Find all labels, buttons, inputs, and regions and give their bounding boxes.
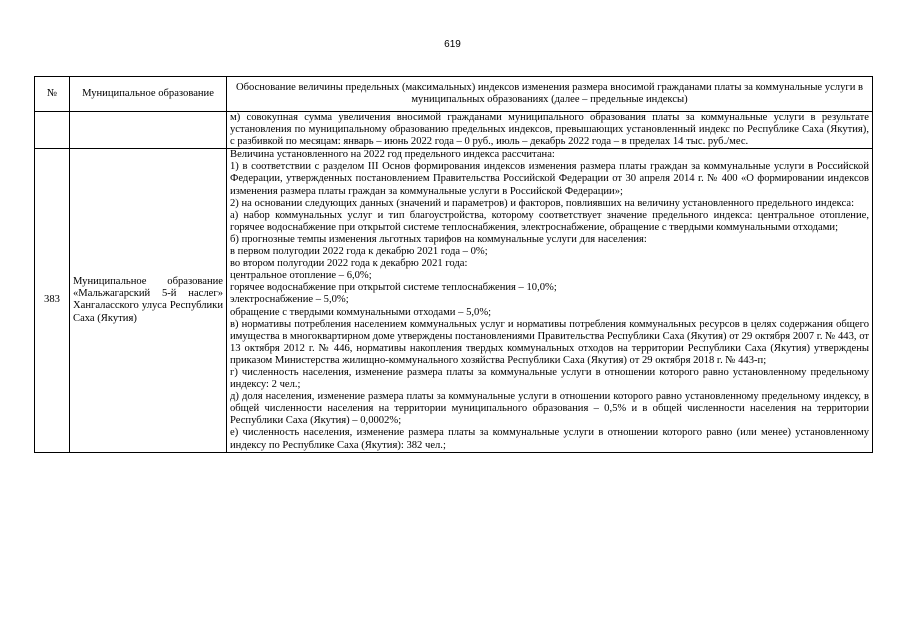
indices-table <box>34 76 873 453</box>
table-row-continuation <box>35 112 873 149</box>
paragraph: Величина установленного на 2022 год предельного индекса рассчитана: <box>230 149 555 161</box>
paragraph: горячее водоснабжение при открытой системе теплоснабжения – 10,0%; <box>230 282 557 294</box>
justification-cell <box>227 149 873 452</box>
paragraph: г) численность населения, изменение размера платы за коммунальные услуги в отношении которого равно установленному предельному индексу: 2 чел.; <box>230 366 869 391</box>
page-number: 619 <box>444 39 461 50</box>
header-municipality: Муниципальное образование <box>70 77 227 112</box>
continuation-number-cell <box>35 112 70 149</box>
table-row-383 <box>35 149 873 452</box>
paragraph: 2) на основании следующих данных (значений и параметров) и факторов, повлиявших на величину установленного предельного индекса: <box>230 197 855 209</box>
continuation-text: м) совокупная сумма увеличения вносимой гражданами муниципального образования платы за коммунальные услуги в результате установления по муниципальному образованию предельных индексов, превышающих установленный индекс по Республике Саха (Якутия), с разбивкой по месяцам: январь – июнь 2022 года – 0 руб., июль – декабрь 2022 года – в пределах 14 тыс. руб./мес. <box>227 112 873 149</box>
table-header-row <box>35 77 873 112</box>
paragraph: электроснабжение – 5,0%; <box>230 294 349 306</box>
paragraph: в) нормативы потребления населением коммунальных услуг и нормативы потребления коммунальных ресурсов в целях содержания общего имущества в многоквартирном доме утверждены постановлениями Правительства Республики Саха (Якутия) от 29 октября 2007 г. № 443, от 13 октября 2012 г. № 446, нормативы накопления твердых коммунальных отходов на территории Республики Саха (Якутия) утверждены приказом Министерства жилищно-коммунального хозяйства Республики Саха (Якутия) от 29 октября 2018 г. № 443-п; <box>230 318 869 366</box>
paragraph: 1) в соответствии с разделом III Основ формирования индексов изменения размера платы граждан за коммунальные услуги в Российской Федерации, утвержденных постановлением Правительства Российской Федерации от 30 апреля 2014 г. № 400 «О формировании индексов изменения размера платы граждан за коммунальные услуги в Российской Федерации»; <box>230 161 869 197</box>
municipality-name: Муниципальное образование «Мальжагарский 5-й наслег» Хангаласского улуса Республики Саха (Якутия) <box>70 149 227 452</box>
paragraph: обращение с твердыми коммунальными отходами – 5,0%; <box>230 306 492 318</box>
row-number: 383 <box>35 149 70 452</box>
paragraph: а) набор коммунальных услуг и тип благоустройства, которому соответствует значение предельного индекса: центральное отопление, горячее водоснабжение при открытой системе теплоснабжения, электроснабжение, обращение с твердыми коммунальными отходами; <box>230 209 869 233</box>
paragraph: б) прогнозные темпы изменения льготных тарифов на коммунальные услуги для населения: <box>230 233 647 245</box>
paragraph: в первом полугодии 2022 года к декабрю 2021 года – 0%; <box>230 246 488 258</box>
header-justification: Обоснование величины предельных (максимальных) индексов изменения размера вносимой гражданами платы за коммунальные услуги в муниципальных образованиях (далее – предельные индексы) <box>227 77 873 112</box>
paragraph: д) доля населения, изменение размера платы за коммунальные услуги в отношении которого равно установленному предельному индексу, в общей численности населения на территории муниципального образования – 0,5% и в общей численности населения на территории Республики Саха (Якутия) – 0,0002%; <box>230 391 869 427</box>
paragraph: во втором полугодии 2022 года к декабрю 2021 года: <box>230 258 468 270</box>
header-number: № <box>35 77 70 112</box>
paragraph: е) численность населения, изменение размера платы за коммунальные услуги в отношении которого равно (или менее) установленному индексу по Республике Саха (Якутия): 382 чел.; <box>230 427 869 451</box>
paragraph: центральное отопление – 6,0%; <box>230 270 372 282</box>
continuation-municipality-cell <box>70 112 227 149</box>
